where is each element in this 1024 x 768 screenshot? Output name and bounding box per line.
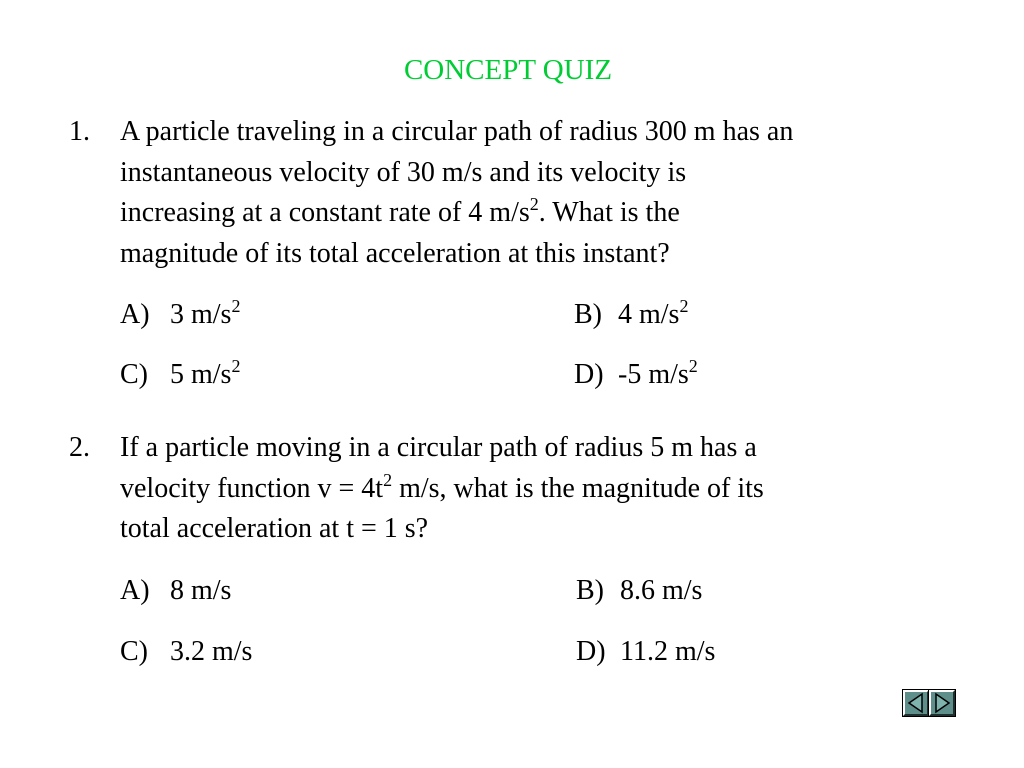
question-2-option-b[interactable] <box>576 571 702 611</box>
question-2-number: 2. <box>69 432 90 463</box>
option-value: 8 m/s <box>170 575 232 606</box>
question-1-option-c[interactable] <box>120 355 240 395</box>
question-2-line-2-pre: velocity function v = 4t <box>120 472 384 504</box>
option-label: B) <box>574 299 602 330</box>
question-1-line-3 <box>120 193 793 234</box>
option-value: 3.2 m/s <box>170 636 253 667</box>
option-value: 11.2 m/s <box>620 636 716 667</box>
question-2-option-d[interactable] <box>576 632 715 672</box>
option-exponent: 2 <box>231 296 241 316</box>
option-exponent: 2 <box>231 356 241 376</box>
option-label: C) <box>120 359 148 390</box>
question-2-line-2 <box>120 469 764 510</box>
question-2-line-2-exponent: 2 <box>383 469 393 490</box>
question-1-line-4: magnitude of its total acceleration at this instant? <box>120 237 670 269</box>
option-value: 5 $m/s^2$ <box>170 356 241 390</box>
previous-slide-button[interactable] <box>903 690 929 716</box>
question-2-option-a[interactable] <box>120 571 231 611</box>
question-1-line-3-exponent: 2 <box>529 194 539 214</box>
question-1-number: 1. <box>69 116 90 147</box>
option-exponent: 2 <box>679 296 689 316</box>
right-triangle-icon <box>931 692 953 714</box>
option-label: D) <box>576 636 606 667</box>
question-2-line-2-post: m/s, what is the magnitude of its <box>392 472 764 504</box>
option-label: C) <box>120 636 148 667</box>
question-2-text <box>120 428 764 550</box>
option-label: A) <box>120 299 150 330</box>
left-triangle-icon <box>905 692 927 714</box>
question-2-line-1: If a particle moving in a circular path of radius 5 m has a <box>120 432 757 463</box>
question-1-option-d[interactable] <box>574 355 698 395</box>
question-2-option-c[interactable] <box>120 632 252 672</box>
question-1-option-b[interactable] <box>574 295 688 335</box>
option-label: B) <box>576 575 604 606</box>
option-value: 4 $m/s^2$ <box>618 296 689 330</box>
question-1-option-a[interactable] <box>120 295 240 335</box>
question-1-line-1: A particle traveling in a circular path of radius 300 m has an <box>120 116 794 147</box>
option-value: -5 $m/s^2$ <box>618 356 698 390</box>
next-slide-button[interactable] <box>929 690 955 716</box>
slide-title: CONCEPT QUIZ <box>403 54 613 86</box>
question-1-line-2: instantaneous velocity of 30 m/s and its velocity is <box>120 156 687 188</box>
slide-navigation <box>903 690 955 716</box>
option-value: 3 $m/s^2$ <box>170 296 241 330</box>
option-label: D) <box>574 359 604 390</box>
option-exponent: 2 <box>688 356 698 376</box>
question-1-line-3-post: . What is the <box>538 197 680 228</box>
option-value: 8.6 m/s <box>620 575 703 606</box>
question-1-line-3-pre: increasing at a constant rate of 4 m/s <box>120 197 530 228</box>
option-label: A) <box>120 575 150 606</box>
question-2-line-3: total acceleration at t = 1 s? <box>120 513 429 544</box>
question-1-text <box>120 112 793 274</box>
